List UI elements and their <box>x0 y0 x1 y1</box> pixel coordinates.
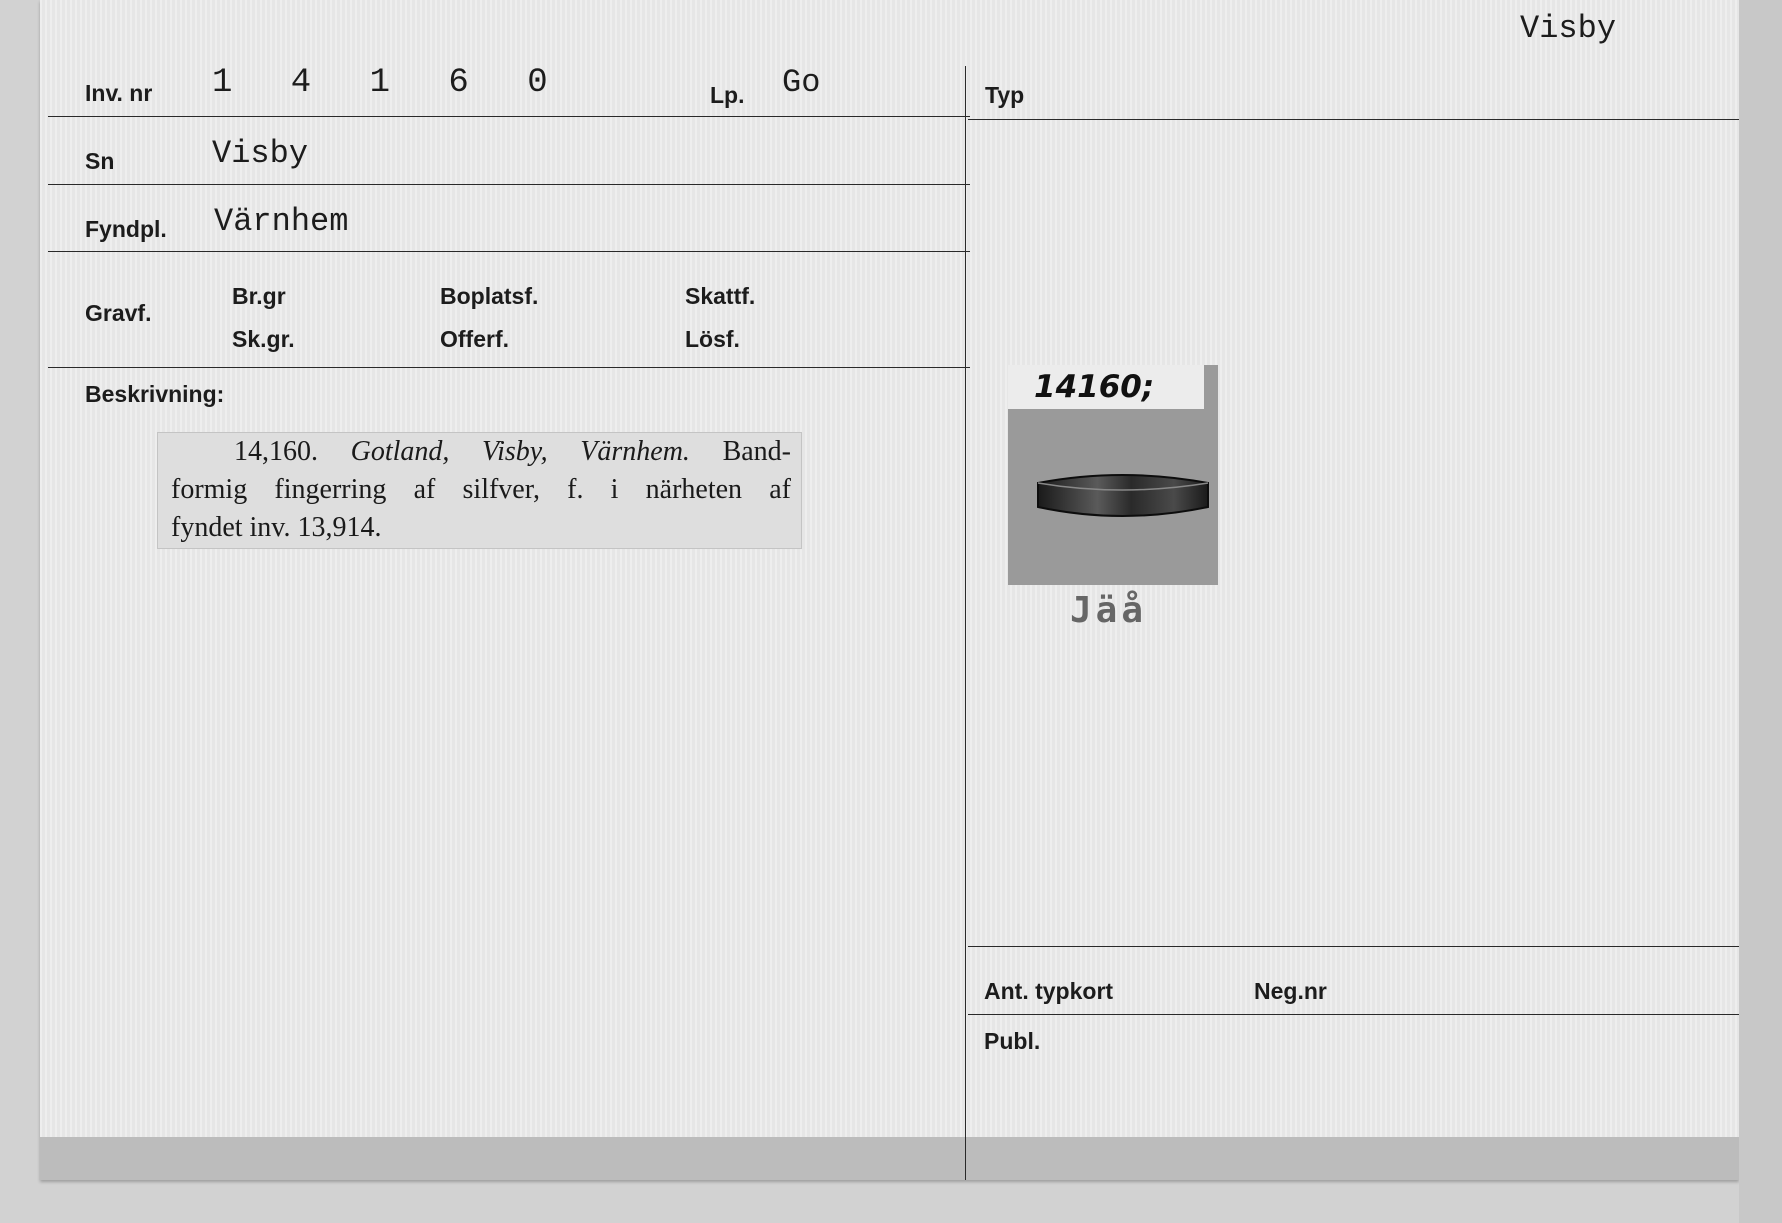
sn-value: Visby <box>212 135 309 172</box>
publ-label: Publ. <box>984 1028 1041 1054</box>
object-photo <box>1008 365 1218 585</box>
catalog-card <box>40 0 1739 1180</box>
fyndpl-label: Fyndpl. <box>85 216 167 242</box>
rule-row-2 <box>48 184 970 185</box>
card-bottom-strip <box>40 1137 1739 1180</box>
neg-nr-label: Neg.nr <box>1254 978 1327 1004</box>
boplatsf-label: Boplatsf. <box>440 283 539 309</box>
rule-publ <box>968 1014 1739 1015</box>
lp-label: Lp. <box>710 82 745 108</box>
inv-nr-value: 1 4 1 6 0 <box>212 64 567 102</box>
rule-row-4 <box>48 367 970 368</box>
sk-gr-label: Sk.gr. <box>232 326 295 352</box>
description-slip <box>157 432 802 549</box>
fyndpl-value: Värnhem <box>214 203 349 240</box>
rule-typ <box>968 119 1739 120</box>
description-line1-end: Band- <box>722 436 792 467</box>
rule-ant-typkort <box>968 946 1739 947</box>
material-stamp: Jäå <box>1070 590 1148 631</box>
ring-image <box>1032 465 1212 535</box>
skattf-label: Skattf. <box>685 283 756 309</box>
br-gr-label: Br.gr <box>232 283 286 309</box>
rule-row-3 <box>48 251 970 252</box>
scan-edge-right <box>1739 0 1782 1223</box>
sn-label: Sn <box>85 148 115 174</box>
description-line-1 <box>171 433 791 471</box>
beskrivning-label: Beskrivning: <box>85 381 225 407</box>
description-place: Gotland, Visby, Värnhem. <box>350 436 690 467</box>
place-stamp: Visby <box>1520 10 1617 47</box>
losf-label: Lösf. <box>685 326 740 352</box>
inv-nr-label: Inv. nr <box>85 80 153 106</box>
description-number: 14,160. <box>234 436 318 467</box>
lp-value: Go <box>782 64 821 101</box>
rule-row-1 <box>48 116 970 117</box>
typ-label: Typ <box>985 82 1025 108</box>
description-line-2: formig fingerring af silfver, f. i närheten af <box>171 474 791 505</box>
description-line-3: fyndet inv. 13,914. <box>171 512 382 543</box>
ant-typkort-label: Ant. typkort <box>984 978 1114 1004</box>
photo-handwritten-label: 14160; <box>1008 365 1204 409</box>
gravf-label: Gravf. <box>85 300 152 326</box>
column-divider <box>965 66 966 1180</box>
offerf-label: Offerf. <box>440 326 509 352</box>
